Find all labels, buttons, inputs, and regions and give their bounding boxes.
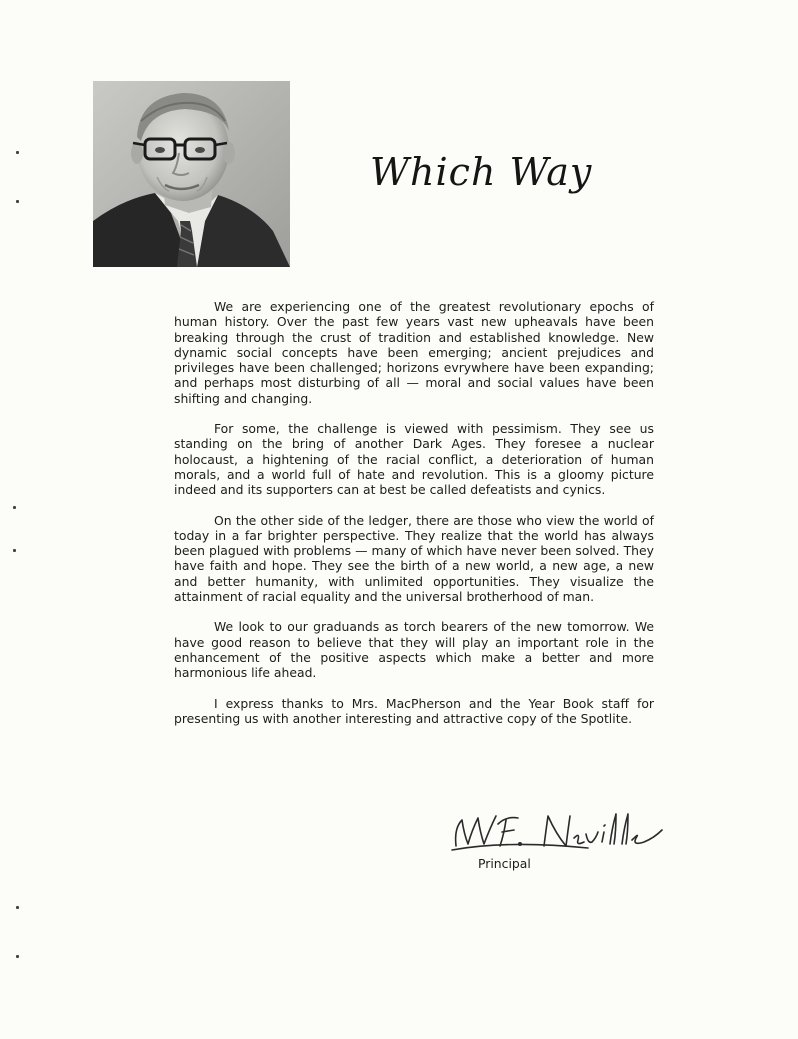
handwritten-signature	[448, 810, 674, 854]
portrait-illustration	[93, 81, 290, 267]
paragraph: I express thanks to Mrs. MacPherson and the Year Book staff for presenting us with another interesting and attractive copy of the Spotlite.	[174, 695, 654, 726]
principal-portrait-photo	[93, 81, 290, 267]
binder-hole-mark	[13, 506, 16, 509]
paragraph: We are experiencing one of the greatest revolutionary epochs of human history. Over the past few years vast new upheavals have been breaking through the crust of tradition and established knowledge. New dynamic social concepts have been emerging; ancient prejudices and privileges have been challenged; horizons evrywhere have been expanding; and perhaps most disturbing of all — moral and social values have been shifting and changing.	[174, 299, 654, 406]
paragraph: On the other side of the ledger, there are those who view the world of today in a far brighter perspective. They realize that the world has always been plagued with problems — many of which have never been solved. They have faith and hope. They see the birth of a new world, a new age, a new and better humanity, with unlimited opportunities. They visualize the attainment of racial equality and the universal brotherhood of man.	[174, 512, 654, 605]
binder-hole-mark	[16, 200, 19, 203]
signatory-role: Principal	[478, 856, 531, 871]
binder-hole-mark	[16, 906, 19, 909]
page-title: Which Way	[370, 150, 593, 194]
binder-hole-mark	[16, 955, 19, 958]
binder-hole-mark	[13, 549, 16, 552]
binder-hole-mark	[16, 151, 19, 154]
paragraph: For some, the challenge is viewed with pessimism. They see us standing on the bring of another Dark Ages. They foresee a nuclear holocaust, a hightening of the racial conflict, a deterioration of human morals, and a world full of hate and revolution. This is a gloomy picture indeed and its supporters can at best be called defeatists and cynics.	[174, 421, 654, 498]
paragraph: We look to our graduands as torch bearers of the new tomorrow. We have good reason to believe that they will play an important role in the enhancement of the positive aspects which make a better and more harmonious life ahead.	[174, 619, 654, 681]
letter-body	[174, 299, 654, 741]
